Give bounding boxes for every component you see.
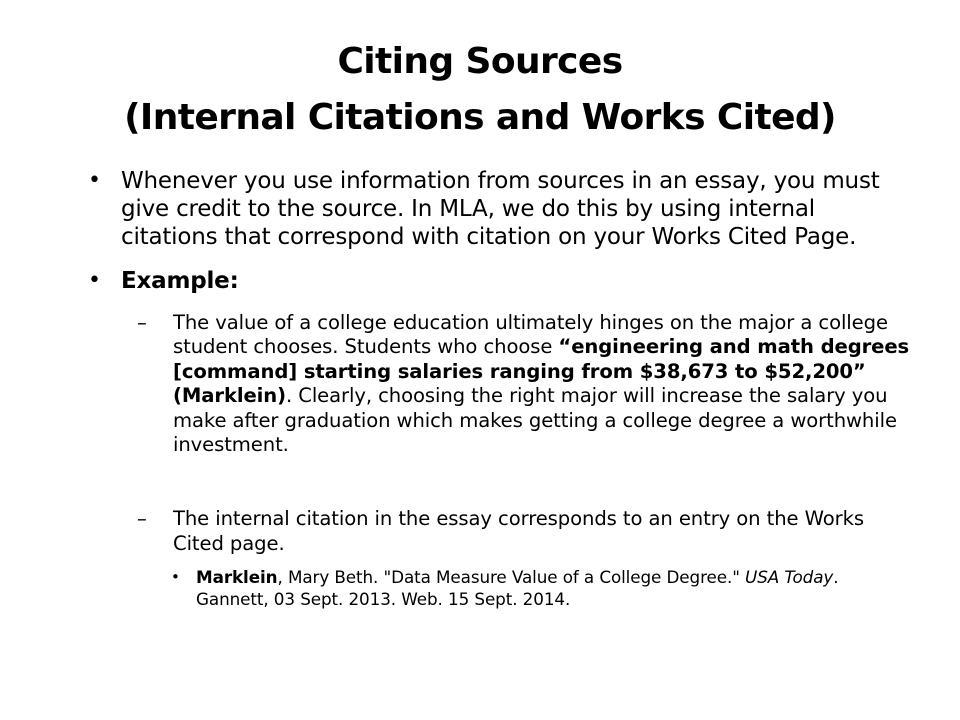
intro-text: Whenever you use information from sources in an essay, you must give credit to the source. In MLA, we do this by using internal citations that correspond with citation on your Works Cited Page. (121, 168, 880, 250)
bullet-example (88, 267, 918, 295)
title-line-2: (Internal Citations and Works Cited) (124, 97, 836, 138)
bullet-marker: • (171, 568, 180, 587)
works-cited-details: . Gannett, 03 Sept. 2013. Web. 15 Sept. 2014. (196, 567, 839, 610)
works-cited-publication: USA Today (745, 567, 834, 588)
bullet-marker: • (88, 268, 101, 293)
example-tail-text: . Clearly, choosing the right major will increase the salary you make after graduation which makes getting a college degree a worthwhile investment. (173, 384, 897, 457)
correspondence-note (137, 507, 918, 556)
correspondence-text: The internal citation in the essay corresponds to an entry on the Works Cited page. (173, 507, 864, 555)
example-lead-text: The value of a college education ultimately hinges on the major a college student chooses. Students who choose (173, 311, 888, 359)
slide-title (60, 34, 900, 146)
works-cited-entry (171, 566, 906, 610)
slide-content (88, 167, 918, 610)
example-quoted-citation: “engineering and math degrees [command] starting salaries ranging from $38,673 to $52,200” (Marklein) (173, 335, 910, 408)
bullet-intro (88, 167, 918, 251)
example-paragraph (137, 311, 918, 457)
works-cited-author-last: Marklein (196, 567, 278, 588)
dash-marker: – (137, 311, 147, 334)
bullet-marker: • (88, 168, 101, 193)
example-label: Example: (121, 268, 239, 294)
dash-marker: – (137, 507, 147, 531)
title-line-1: Citing Sources (337, 41, 623, 82)
works-cited-author-rest: , Mary Beth. "Data Measure Value of a College Degree." (277, 567, 746, 588)
